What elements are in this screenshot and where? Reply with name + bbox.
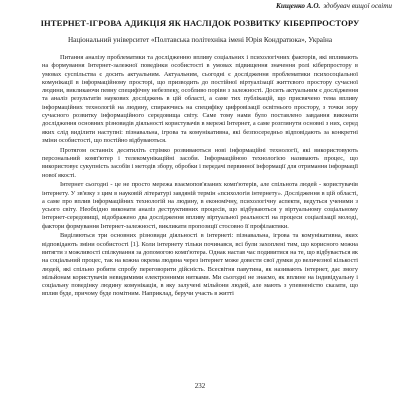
paper-title: ІНТЕРНЕТ-ІГРОВА АДИКЦІЯ ЯК НАСЛІДОК РОЗВИТКУ КІБЕРПРОСТОРУ [40,18,360,28]
affiliation: Національний університет «Полтавська політехніка імені Юрія Кондратюка», Україна [67,36,333,44]
author-role: здобувач вищої освіти [323,2,392,10]
paragraph: Інтернет сьогодні - це не просто мережа взаємопов'язаних комп'ютерів, але спільнота людей - користувачів інтернету. У зв'язку з цим в науковій літературі завдяній термін «психологія інтернету». Дослідження в цій області, а саме про вплив інформаційних технологій на людину, в економічну, психологічну аспекти, ведуться ученими з усього світу. Необхідно виконати аналіз деструктивних процесів, що відбуваються у віртуальному соціальному інтернет-середовищі, відображено два дослідження впливу віртуальної реальності на процеси соціалізації молоді, фактори формування Інтернет-залежності, викликати пропозиції стосовно її профілактики. [42,181,358,230]
article-body [42,54,358,300]
paragraph: Протягом останніх десятиліть стрімко розвиваються нові інформаційні технології, які використовують персональний комп'ютер і телекомунікаційні засоби. Інформаційною технологією називають процес, що використовує сукупність засобів і методів збору, обробки і передачі первинної інформації для отримання інформації нової якості. [42,146,358,179]
paragraph: Питання аналізу проблематики та дослідженню впливу соціальних і психологічних факторів, які впливають на формування Інтернет-залежної поведінки особистості в умовах підвищення значення ролі кіберпростору в умовах суспільства є досить актуальним. Актуальним, сьогодні є дослідження проблематики психосоціальної комунікації в інформаційному просторі, що призводить до постійної віртуалізації життєвого простору сучасної людини, викликаючи певну специфічну небезпеку, особливо порівн з залежності. Досить актуальним є дослідження та аналіз результатів наукових досліджень в цій області, а саме тих публікацій, що присвячено тема впливу інформаційних технологій на людину, спираючись на специфіку цифровізації освітнього простору, з точки зору сучасного розвитку інформаційного середовища світу. Саме тому нами було поставлено завдання виконати дослідження основних різновидів діяльності користувачів в мережі Інтернет, а саме розглянути основні з них, серед яких слід виділити наступні: пізнавальна, ігрова та комунікативна, які безпосередньо відповідають за конкретні зміни особистості, що постійно відбуваються. [42,54,358,144]
paragraph: Виділяються три основних різновиди діяльності в інтернеті: пізнавальна, ігрова та комунікативна, яких відповідають зміни особистості [1]. Коли інтернету тільки починався, всі були захоплені тим, що корисного можна витягти з можливості спілкування за допомогою комп'ютера. Однак настав час подивитися на те, що відбувається як на соціальний процес, так на кожна окрема людина через інтернет може довести свої думки до величезної кількості людей, які спільно робити спробу переговорити дійсність. Всесвітня павутина, як називають інтернет, дає змогу мільйонам користувачів невидимими електронними нитками. Ми сьогодні не знаємо, як вплине на індивідуальну і соціальну поведінку людину комунікація, в яку залучені мільйони людей, але мають з упевненістю сказати, що вплив буде, причому буде помітним. Наприклад, беручи участь в житті [42,232,358,298]
author-name: Кищенко А.О. [275,2,321,10]
author-header [276,2,392,10]
page-number: 232 [194,382,206,390]
